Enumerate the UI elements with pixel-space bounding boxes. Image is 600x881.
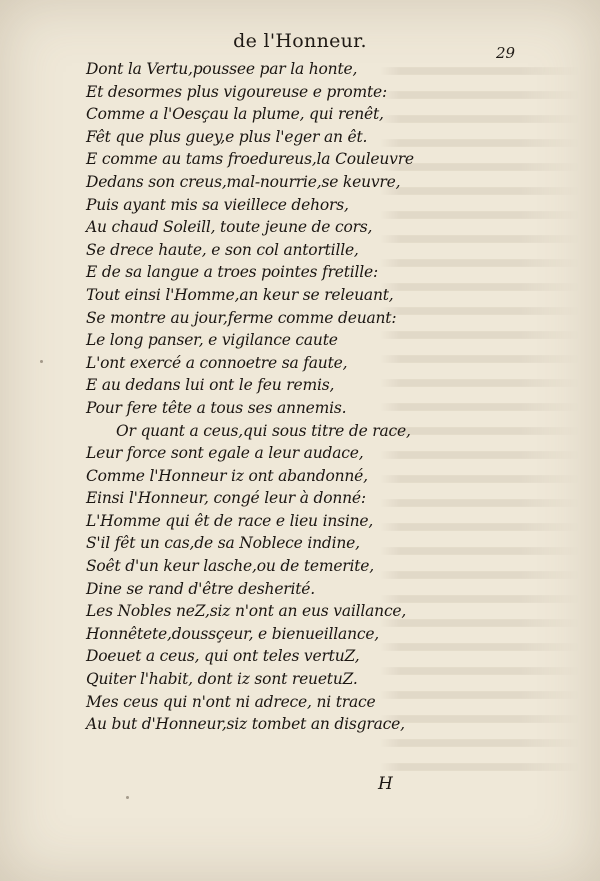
verse-line: Quiter l'habit, dont iz sont reuetuZ. [86,670,358,689]
verse-line: Soêt d'un keur lasche,ou de temerite, [86,557,374,576]
verse-block [86,58,526,736]
verse-line: Puis ayant mis sa vieillece dehors, [86,195,349,214]
verse-line: Dine se rand d'être desherité. [86,579,315,598]
verse-line: E comme au tams froedureus,la Couleuvre [86,150,414,169]
verse-line: Or quant a ceus,qui sous titre de race, [116,421,411,440]
verse-line: Le long panser, e vigilance caute [86,331,338,350]
verse-line: Einsi l'Honneur, congé leur à donné: [86,489,366,508]
verse-line: Doeuet a ceus, qui ont teles vertuZ, [86,647,360,666]
verse-line: Honnêtete,doussçeur, e bienueillance, [86,624,380,643]
verse-line: Au chaud Soleill, toute jeune de cors, [86,218,373,237]
ink-speck [40,360,43,363]
verse-line: Comme l'Honneur iz ont abandonné, [86,466,368,485]
verse-line: Les Nobles neZ,siz n'ont an eus vaillance, [86,602,407,621]
verse-line: Pour fere tête a tous ses annemis. [86,398,347,417]
verse-line: L'ont exercé a connoetre sa faute, [86,353,348,372]
catchword: H [378,774,393,794]
verse-line: L'Homme qui êt de race e lieu insine, [86,511,374,530]
verse-line: S'il fêt un cas,de sa Noblece indine, [86,534,360,553]
running-header: de l'Honneur. [233,30,367,52]
ink-speck [126,796,129,799]
verse-line: Dont la Vertu,poussee par la honte, [86,60,358,78]
verse-line: Dedans son creus,mal-nourrie,se keuvre, [86,172,401,191]
verse-line: Au but d'Honneur,siz tombet an disgrace, [86,715,405,734]
verse-line: Se montre au jour,ferme comme deuant: [86,308,397,327]
verse-line: Comme a l'Oesçau la plume, qui renêt, [86,105,384,124]
verse-line: Fêt que plus guey,e plus l'eger an êt. [86,127,368,146]
verse-line: Tout einsi l'Homme,an keur se releuant, [86,285,394,304]
verse-line: E au dedans lui ont le feu remis, [86,376,335,395]
verse-line: Leur force sont egale a leur audace, [86,444,364,463]
verse-line: Et desormes plus vigoureuse e promte: [86,82,388,101]
verse-line: E de sa langue a troes pointes fretille: [86,263,379,282]
verse-line: Mes ceus qui n'ont ni adrece, ni trace [86,692,376,711]
verse-line: Se drece haute, e son col antortille, [86,240,359,259]
page-number: 29 [496,44,516,62]
